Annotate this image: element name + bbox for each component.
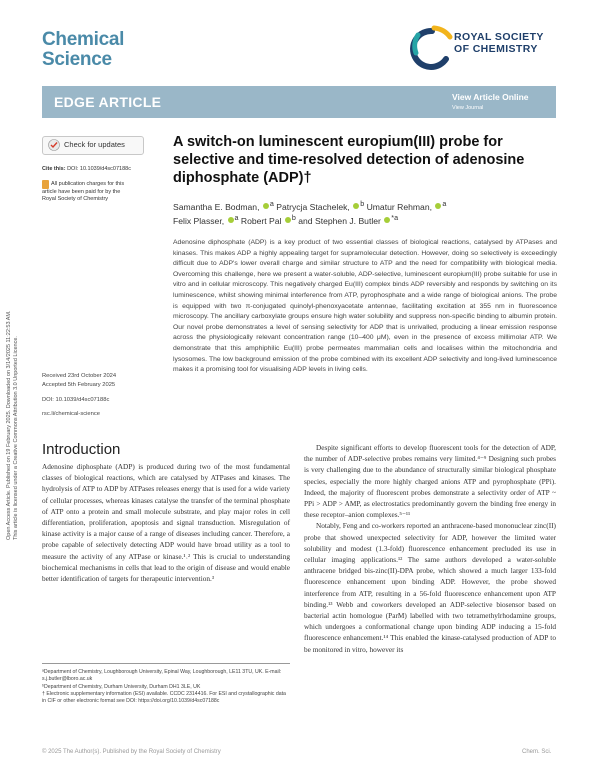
article-doi: DOI: 10.1039/d4sc07188c [42, 397, 110, 403]
abstract: Adenosine diphosphate (ADP) is a key product of two essential classes of biological reactions, catalysed by ATPases and kinases. This makes ADP a highly appealing target for supramolecular detection. However, doing so selectively is exceedingly difficult due to ADP's lower overall charge and similar structure to ATP and the need for compatibility with biological media. Overcoming this challenge, here we present a water-soluble, ADP-selective, luminescent europium(III) probe suitable for use in vitro and in cellular microscopy. This negatively charged Eu(III) complex binds ADP reversibly and responds by switching on its luminescence, whilst showing minimal interference from ATP, pyrophosphate and a wide range of biological anions. The probe is equipped with two π-conjugated quinolyl-phenoxyacetate antennae, facilitating excitation at 355 nm in fluorescence microscopy. The ancillary carboxylate groups ensure high water solubility and suppress non-specific binding to albumin protein. Our novel probe demonstrates a level of sensing selectivity for ADP that is unrivalled, producing a linear emission response across the physiologically relevant concentration range (10–400 μM), even in the presence of excess millimolar ATP. We demonstrate that this amphiphilic Eu(III) probe permeates mammalian cells and localises within the mitochondria and lysosomes. The low background emission of the probe combined with its excellent ADP selectivity and long-lived luminescence makes it a promising tool for visualising ADP levels in living cells. [173, 239, 557, 374]
cite-label: Cite this: [42, 166, 66, 172]
received-date: Received 23rd October 2024 [42, 373, 117, 379]
received-dates [42, 372, 167, 389]
copyright: © 2025 The Author(s). Published by the Royal Society of Chemistry [42, 749, 221, 755]
cite-doi: DOI: 10.1039/d4sc07188c [67, 166, 131, 172]
affiliation-mark: b [360, 200, 365, 208]
footnote-divider [42, 663, 290, 664]
footnote-affiliation-b: ᵇDepartment of Chemistry, Durham University, Durham DH1 3LE, UK [42, 683, 201, 690]
author-name: and Stephen J. Butler [298, 216, 381, 227]
orcid-icon[interactable] [435, 203, 441, 209]
journal-line1: Chemical [42, 29, 125, 50]
view-article-online-link[interactable]: View Article Online [452, 92, 529, 102]
journal-link[interactable]: rsc.li/chemical-science [42, 411, 100, 417]
journal-line2: Science [42, 49, 112, 70]
publisher-name [454, 31, 544, 55]
check-for-updates-label: Check for updates [64, 140, 125, 149]
affiliation-mark: a [442, 200, 447, 208]
affiliation-mark: *a [391, 214, 399, 223]
author-name: Robert Pal [240, 216, 282, 227]
publisher-line2: OF CHEMISTRY [454, 43, 538, 55]
author-list [173, 199, 553, 228]
orcid-icon[interactable] [353, 203, 359, 209]
article-type: EDGE ARTICLE [54, 94, 162, 110]
open-access-note: All publication charges for this article have been paid for by the Royal Society of Chemistry [42, 181, 125, 202]
paragraph: Notably, Feng and co-workers reported an anthracene-based mononuclear zinc(II) probe that showed unexpected selectivity for ADP, however the limited water solubility and modest (1.3-fold) fluorescence enhancement precluded its use in cellular imaging applications.¹² The same authors developed a water-soluble anthracene bridged bis-zinc(II)-DPA probe, which showed a much larger 133-fold fluorescence enhancement upon binding ADP. However, the probe showed interference from ATP, resulting in a 56-fold fluorescence enhancement upon ATP binding.¹³ Webb and coworkers developed an ADP-selective biosensor based on bacterial actin homologue (ParM) labelled with two tetramethylrhodamine groups, which undergoes a conformational change upon binding ADP inducing a 15-fold fluorescence enhancement.¹⁴ This enabled the kinase-catalysed production of ADP to be monitored in vitro, however its [304, 521, 556, 654]
paragraph: Despite significant efforts to develop fluorescent tools for the detection of ADP, the number of ADP-selective probes remains very limited.⁴⁻⁹ Designing such probes is very challenging due to the abundance of structurally similar biological phosphate species, especially the more highly charged anions ATP and pyrophosphate (PPi). Indeed, the majority of fluorescent probes demonstrate a selectivity order of ATP ~ PPi > ADP > AMP, as electrostatics predominantly govern the binding free energy in these receptor–anion complexes.⁵⁻¹¹ [304, 443, 556, 520]
open-access-side-notice [6, 310, 20, 540]
affiliation-mark: b [291, 214, 296, 223]
orcid-icon[interactable] [384, 217, 390, 223]
paragraph: Adenosine diphosphate (ADP) is produced during two of the most fundamental classes of biological reactions, which are catalysed by ATPases and kinases. The hydrolysis of ATP to ADP by ATPases releases energy that is used for a wide variety of cellular processes, whereas kinases catalyse the transfer of the terminal phosphate of ATP onto a protein and small molecule substrate, and play major roles in cell differentiation, proliferation, apoptosis and signal transduction. Misregulation of kinase activity is a major cause of a range of diseases including cancer. Therefore, a probe capable of selectively detecting ADP would have broad utility as a tool to measure the activity of any ATPase or kinase.¹˒² This is crucial to understanding biochemical mechanisms in cells that lead to the origin of disease and would enable better identification of targets for therapeutic intervention.³ [42, 462, 290, 584]
journal-abbrev: Chem. Sci. [522, 749, 552, 755]
affiliation-mark: a [269, 200, 274, 208]
author-name: Felix Plasser, [173, 216, 225, 227]
orcid-icon[interactable] [263, 203, 269, 209]
orcid-icon[interactable] [285, 217, 291, 223]
author-name: Umatur Rehman, [366, 201, 432, 212]
body-column-left [42, 461, 290, 584]
check-updates-icon [48, 139, 60, 151]
view-journal-link[interactable]: View Journal [452, 105, 484, 111]
side-notice-line2: This article is licensed under a Creative Commons Attribution 3.0 Unported Licence. [13, 336, 19, 540]
cite-line [42, 166, 131, 172]
author-name: Patrycja Stachelek, [276, 201, 350, 212]
publisher-line1: ROYAL SOCIETY [454, 31, 544, 43]
article-title: A switch-on luminescent europium(III) probe for selective and time-resolved detection of adenosine diphosphate (ADP)† [173, 134, 525, 186]
author-name: Samantha E. Bodman, [173, 201, 260, 212]
section-heading-introduction: Introduction [42, 441, 121, 458]
footnotes [42, 669, 290, 705]
accepted-date: Accepted 5th February 2025 [42, 381, 116, 388]
journal-name [42, 30, 124, 70]
footnote-affiliation-a: ᵃDepartment of Chemistry, Loughborough University, Epinal Way, Loughborough, LE11 3TU, UK. E-mail: s.j.butler@lboro.ac.uk [42, 669, 282, 683]
side-notice-line1: Open Access Article. Published on 19 February 2025. Downloaded on 3/14/2025 11:22:53 AM. [6, 310, 12, 540]
orcid-icon[interactable] [228, 217, 234, 223]
body-column-right [304, 442, 556, 655]
affiliation-mark: a [234, 214, 239, 223]
footnote-esi: † Electronic supplementary information (ESI) available. CCDC 2314416. For ESI and crystallographic data in CIF or other electronic format see DOI: https://doi.org/10.1039/d4sc07188c [42, 690, 286, 705]
